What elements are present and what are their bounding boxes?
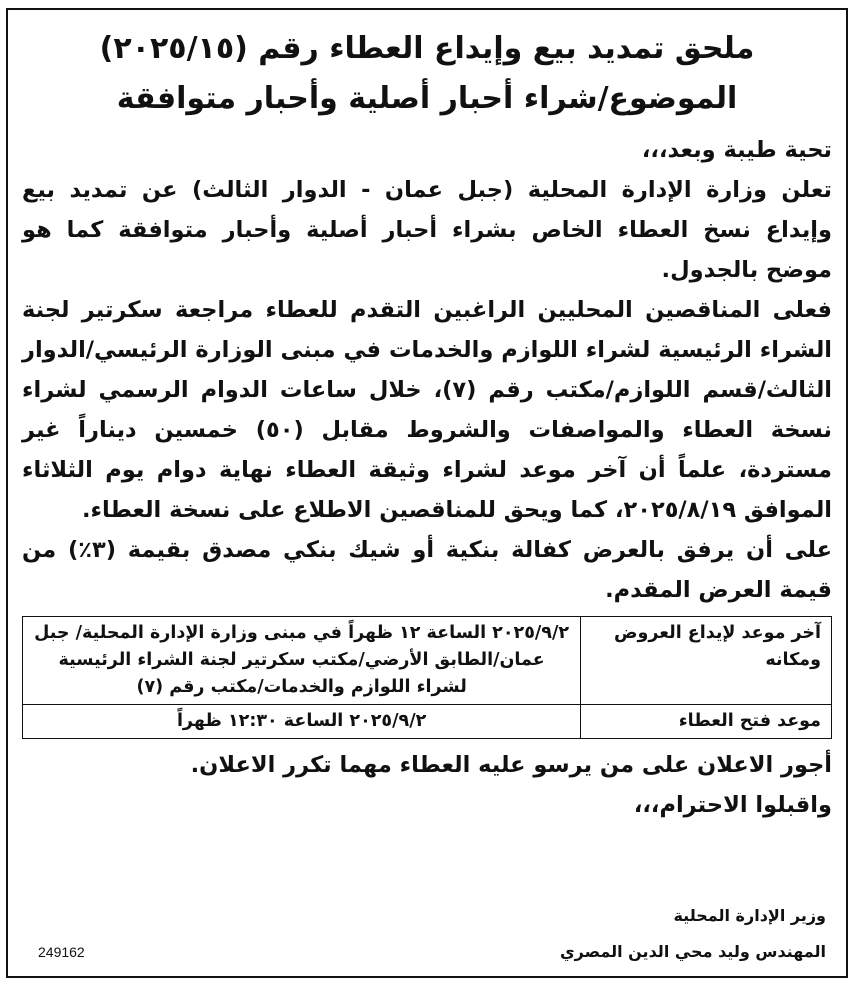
ad-fees-text: أجور الاعلان على من يرسو عليه العطاء مهما تكرر الاعلان. — [190, 752, 832, 778]
table-row — [23, 705, 832, 739]
opening-date-label: موعد فتح العطاء — [581, 705, 832, 739]
submission-deadline-value: ٢٠٢٥/٩/٢ الساعة ١٢ ظهراً في مبنى وزارة الإدارة المحلية/ جبل عمان/الطابق الأرضي/مكتب سكرتير لجنة الشراء الرئيسية لشراء اللوازم والخدمات/مكتب رقم (٧) — [23, 617, 581, 705]
submission-deadline-label: آخر موعد لإيداع العروض ومكانه — [581, 617, 832, 705]
notice-frame — [6, 8, 848, 978]
reference-number: 249162 — [38, 944, 85, 960]
announcement-paragraph: تعلن وزارة الإدارة المحلية (جبل عمان - الدوار الثالث) عن تمديد بيع وإيداع نسخ العطاء الخاص بشراء أحبار أصلية وأحبار متوافقة كما هو موضح بالجدول. — [22, 177, 832, 283]
signatory-title: وزير الإدارة المحلية — [673, 906, 826, 925]
signatory-name: المهندس وليد محي الدين المصري — [559, 942, 826, 961]
guarantee-paragraph: على أن يرفق بالعرض كفالة بنكية أو شيك بنكي مصدق بقيمة (٣٪) من قيمة العرض المقدم. — [22, 537, 833, 603]
opening-date-value: ٢٠٢٥/٩/٢ الساعة ١٢:٣٠ ظهراً — [23, 705, 581, 739]
instructions-paragraph: فعلى المناقصين المحليين الراغبين التقدم للعطاء مراجعة سكرتير لجنة الشراء الرئيسية لشراء اللوازم والخدمات في مبنى الوزارة الرئيسي/الدوار الثالث/قسم اللوازم/مكتب رقم (٧)، خلال ساعات الدوام الرسمي لشراء نسخة العطاء والمواصفات والشروط مقابل (٥٠) خمسين ديناراً غير مستردة، علماً أن آخر موعد لشراء وثيقة العطاء نهاية دوام يوم الثلاثاء الموافق ٢٠٢٥/٨/١٩، كما ويحق للمناقصين الاطلاع على نسخة العطاء. — [22, 297, 832, 523]
notice-content — [22, 24, 832, 966]
deadlines-table — [22, 616, 832, 739]
greeting-text: تحية طيبة وبعد،،، — [641, 137, 832, 163]
notice-subject: الموضوع/شراء أحبار أصلية وأحبار متوافقة — [116, 81, 738, 116]
closing-text: واقبلوا الاحترام،،، — [633, 792, 832, 818]
notice-title: ملحق تمديد بيع وإيداع العطاء رقم (٢٠٢٥/١٥) — [99, 31, 755, 66]
table-row — [23, 617, 832, 705]
